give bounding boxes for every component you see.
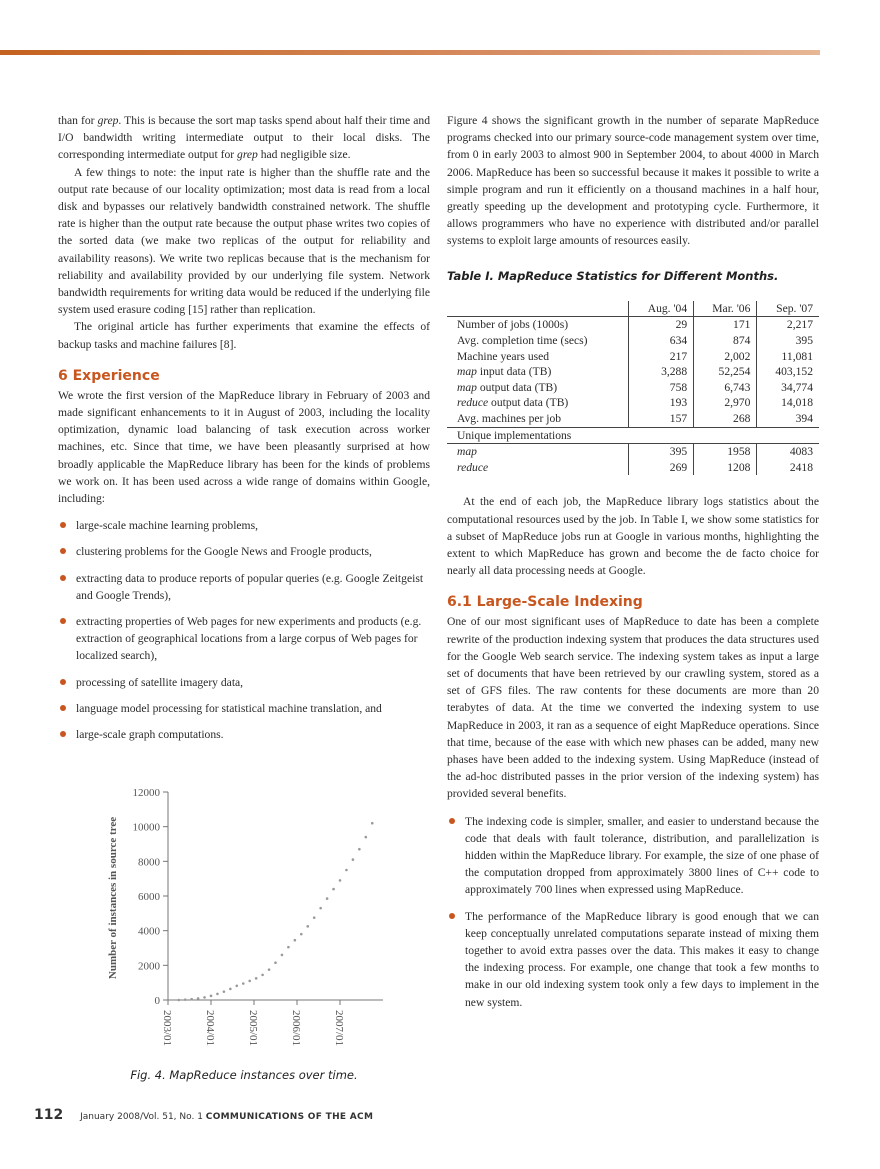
list-item [58,517,430,534]
data-point [248,980,251,983]
list-item-text: The performance of the MapReduce library is good enough that we can keep conceptually unrelated computations separate instead of mixing them together to avoid extra passes over the data. This makes it easy to change the indexing process. For example, one change that took a few months to make in our old indexing system took only a few days to implement in the new system. [465,909,819,1009]
cell: 874 [694,333,757,349]
paragraph: At the end of each job, the MapReduce library logs statistics about the computational resources used by the job. In Table I, we show some statistics for a subset of MapReduce jobs run at Google in various months, highlighting the extent to which MapReduce has grown and become the de facto choice for nearly all data processing needs at Google. [447,495,819,578]
row-label: Number of jobs (1000s) [457,318,569,332]
row-label-italic: map [457,365,477,379]
paragraph: The original article has further experiments that examine the effects of backup tasks and machine failures [8]. [58,320,430,351]
data-point [358,848,361,851]
bullet-icon [449,818,455,824]
row-label: Avg. completion time (secs) [457,334,588,348]
data-point [339,879,342,882]
row-label-italic: map [457,380,477,394]
bullet-icon [60,548,66,554]
cell: 1208 [694,460,757,476]
bullet-icon [449,913,455,919]
row-label: map output data (TB) [457,380,558,394]
data-point [371,822,374,825]
y-tick-label: 8000 [138,856,160,869]
data-point [242,982,245,985]
header-rule [0,50,820,55]
data-point [294,939,297,942]
cell: 193 [629,395,694,411]
data-point [229,988,232,991]
table-header-row [447,301,819,317]
cell: 634 [629,333,694,349]
row-label [447,460,629,476]
table-caption: Table I. MapReduce Statistics for Different Months. [447,268,779,283]
cell: 29 [629,317,694,333]
bullet-icon [60,731,66,737]
bullet-icon [60,705,66,711]
bullet-icon [60,575,66,581]
data-point [223,990,226,993]
list-item [58,674,430,691]
table-row [447,364,819,380]
data-point [190,998,193,1001]
list-item-text: processing of satellite imagery data, [76,675,244,689]
data-point [255,977,258,980]
group-label: Unique implementations [447,427,629,444]
data-point [274,961,277,964]
bullet-list [447,813,819,1011]
table-header: Aug. '04 [629,301,694,317]
data-point [236,984,239,987]
cell: 52,254 [694,364,757,380]
issue-info: January 2008/Vol. 51, No. 1 [80,1112,203,1122]
list-item [58,726,430,743]
left-column [58,112,430,752]
table-row [447,317,819,333]
paragraph: One of our most significant uses of MapReduce to date has been a complete rewrite of the production indexing system that produces the data structures used for the Google Web search service. The indexing system takes as input a large set of documents that have been retrieved by our crawling system, stored as a set of GFS files. The raw contents for these documents are more than 20 terabytes of data. At the time we converted the indexing system to use MapReduce in 2003, it ran as a sequence of eight MapReduce operations. Since that time, because of the ease with which new phases can be added, many new phases have been added to the indexing system. Using MapReduce (instead of the ad-hoc distributed passes in the prior version of the indexing system) has provided several benefits. [447,615,819,801]
bullet-icon [60,522,66,528]
data-point [319,907,322,910]
data-point [326,897,329,900]
data-point [203,996,206,999]
list-item [58,613,430,665]
section-heading: 6 Experience [58,367,160,384]
data-point [287,946,290,949]
x-tick-label: 2005/01 [247,1010,259,1047]
list-item-text: language model processing for statistical machine translation, and [76,701,382,715]
row-label: map input data (TB) [457,365,552,379]
data-point [268,968,271,971]
y-tick-label: 4000 [138,925,160,938]
table-group-row [447,427,819,444]
cell: 171 [694,317,757,333]
paragraph: We wrote the first version of the MapReduce library in February of 2003 and made significant enhancements to it in August of 2003, including the locality optimization, dynamic load balancing of task execution across worker machines, etc. Since that time, we have been pleasantly surprised at how broadly applicable the MapReduce library has been for the kinds of problems we work on. It has been used across a wide range of domains within Google, including: [58,388,430,506]
y-axis-label: Number of instances in source tree [107,816,119,980]
list-item [447,908,819,1011]
list-item-text: clustering problems for the Google News and Froogle products, [76,545,372,559]
instances-chart [98,780,398,1070]
row-label: Avg. machines per job [457,411,562,425]
y-tick-label: 0 [154,995,160,1007]
y-tick-label: 12000 [132,787,160,799]
stats-table [447,301,819,476]
x-tick-label: 2003/01 [161,1010,173,1047]
figure-4 [98,780,398,1070]
y-tick-label: 2000 [138,960,160,973]
cell: 269 [629,460,694,476]
data-point [365,836,368,839]
figure-caption: Fig. 4. MapReduce instances over time. [130,1068,358,1082]
row-label-italic: map [457,445,477,459]
cell: 34,774 [757,380,819,396]
bullet-icon [60,679,66,685]
list-item-text: The indexing code is simpler, smaller, and easier to understand because the code that deals with fault tolerance, distribution, and parallelization is hidden within the MapReduce library. For example, the size of one phase of the computation dropped from approximately 3800 lines of C++ code to approximately 700 lines when expressed using MapReduce. [465,814,819,897]
cell: 268 [694,411,757,427]
x-tick-label: 2006/01 [290,1010,302,1047]
table-row [447,460,819,476]
row-label-italic: reduce [457,460,489,474]
data-point [184,998,187,1001]
data-point [300,933,303,936]
section-heading: 6.1 Large-Scale Indexing [447,594,643,611]
cell: 3,288 [629,364,694,380]
list-item [58,543,430,560]
list-item-text: large-scale machine learning problems, [76,519,258,533]
cell: 11,081 [757,349,819,365]
table-row [447,411,819,427]
right-column [447,112,819,1020]
list-item-text: extracting properties of Web pages for new experiments and products (e.g. extraction of geographical locations from a large corpus of Web pages for localized search), [76,615,422,663]
cell: 2,217 [757,317,819,333]
data-point [210,995,213,998]
cell: 2,002 [694,349,757,365]
data-point [261,974,264,977]
data-point [345,869,348,872]
page-footer [34,1107,373,1123]
cell: 403,152 [757,364,819,380]
table-header [447,301,629,317]
cell: 6,743 [694,380,757,396]
page-number: 112 [34,1107,64,1123]
cell: 395 [629,444,694,460]
data-point [306,925,309,928]
cell: 14,018 [757,395,819,411]
list-item [58,700,430,717]
bullet-icon [60,618,66,624]
cell [629,427,694,444]
table-header: Mar. '06 [694,301,757,317]
cell [694,427,757,444]
cell: 2,970 [694,395,757,411]
cell: 394 [757,411,819,427]
list-item [447,813,819,899]
y-tick-label: 10000 [132,821,160,834]
paragraph: than for grep. This is because the sort map tasks spend about half their time and I/O bandwidth writing intermediate output to their local disks. The corresponding intermediate output for grep had negligible size. [58,114,430,162]
table-row [447,444,819,460]
cell [757,427,819,444]
cell: 217 [629,349,694,365]
x-tick-label: 2004/01 [204,1010,216,1047]
cell: 157 [629,411,694,427]
row-label: Machine years used [457,349,550,363]
data-point [197,997,200,1000]
table-row [447,333,819,349]
table-row [447,395,819,411]
data-point [313,916,316,919]
cell: 395 [757,333,819,349]
list-item-text: extracting data to produce reports of popular queries (e.g. Google Zeitgeist and Google Trends), [76,571,424,602]
paragraph: Figure 4 shows the significant growth in the number of separate MapReduce programs checked into our primary source-code management system over time, from 0 in early 2003 to almost 900 in September 2004, to about 4000 in March 2006. MapReduce has been so successful because it makes it possible to write a simple program and run it efficiently on a thousand machines in a half hour, greatly speeding up the development and prototyping cycle. Furthermore, it allows programmers who have no experience with distributed and/or parallel systems to exploit large amounts of resources easily. [447,114,819,248]
cell: 2418 [757,460,819,476]
row-label: reduce output data (TB) [457,396,569,410]
data-point [177,999,180,1002]
paragraph: A few things to note: the input rate is higher than the shuffle rate and the output rate because of our locality optimization; most data is read from a local disk and bypasses our relatively bandwidth constrained network. The shuffle rate is higher than the output rate because the output phase writes two copies of the sorted data (we make two replicas of the output for reliability and availability reasons). We write two replicas because that is the mechanism for reliability and availability provided by our underlying file system. Network bandwidth requirements for writing data would be reduced if the underlying file system used erasure coding [15] rather than replication. [58,165,430,317]
data-point [352,858,355,861]
data-point [281,954,284,957]
data-point [332,888,335,891]
magazine-name: COMMUNICATIONS OF THE ACM [205,1112,374,1122]
table-header: Sep. '07 [757,301,819,317]
cell: 4083 [757,444,819,460]
x-tick-label: 2007/01 [333,1010,345,1047]
row-label [447,444,629,460]
bullet-list [58,517,430,743]
cell: 758 [629,380,694,396]
list-item-text: large-scale graph computations. [76,728,224,742]
y-tick-label: 6000 [138,891,160,903]
data-point [216,993,219,996]
row-label-italic: reduce [457,396,489,410]
list-item [58,570,430,604]
table-row [447,380,819,396]
cell: 1958 [694,444,757,460]
table-row [447,349,819,365]
